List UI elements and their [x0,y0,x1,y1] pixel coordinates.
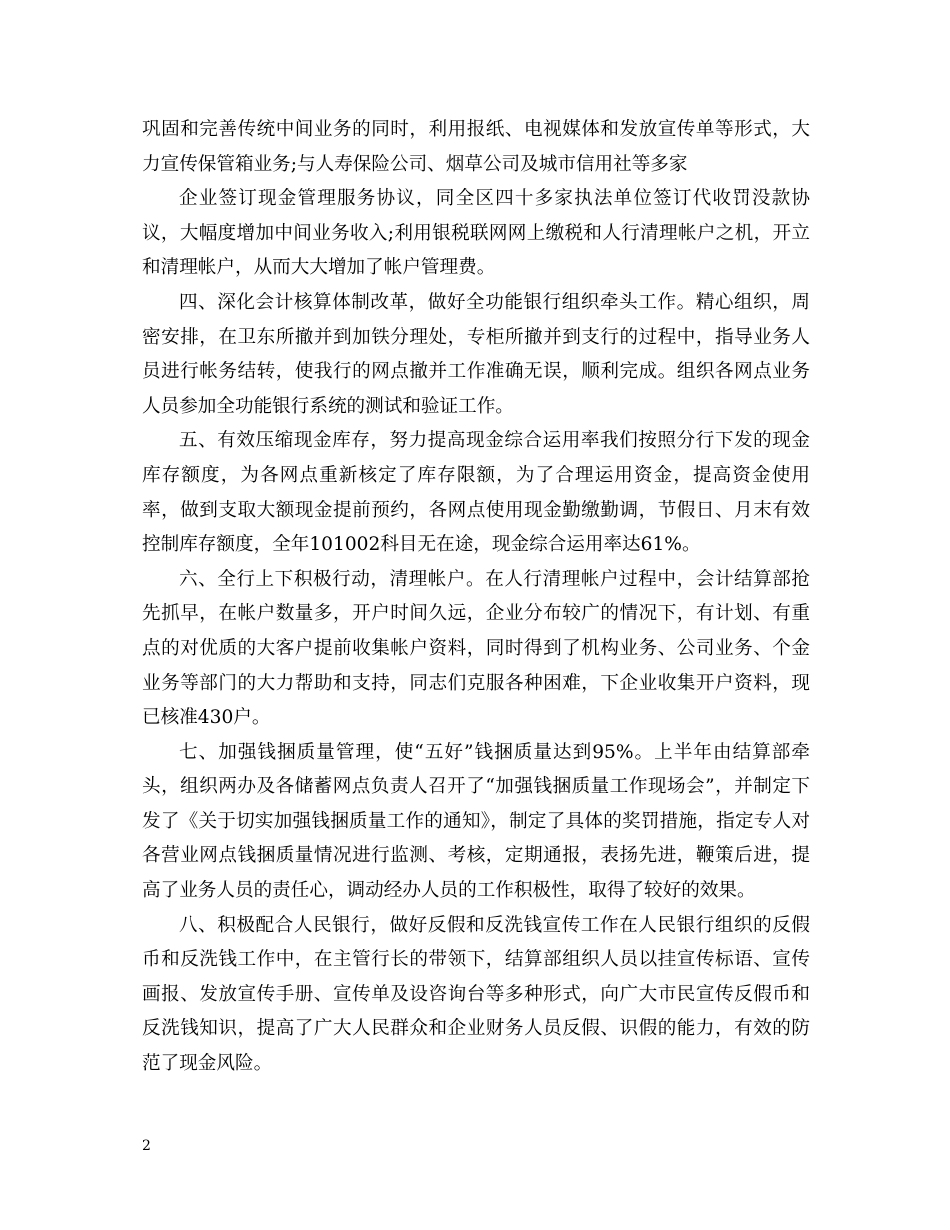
paragraph-2: 企业签订现金管理服务协议，同全区四十多家执法单位签订代收罚没款协议，大幅度增加中间业务收入;利用银税联网网上缴税和人行清理帐户之机，开立和清理帐户，从而大大增加了帐户管理费。 [142,188,810,279]
document-body [142,113,810,1082]
paragraph-3: 四、深化会计核算体制改革，做好全功能银行组织牵头工作。精心组织，周密安排，在卫东所撤并到加铁分理处，专柜所撤并到支行的过程中，指导业务人员进行帐务结转，使我行的网点撤并工作准确无误，顺利完成。组织各网点业务人员参加全功能银行系统的测试和验证工作。 [142,291,810,417]
paragraph-1: 巩固和完善传统中间业务的同时，利用报纸、电视媒体和发放宣传单等形式，大力宣传保管箱业务;与人寿保险公司、烟草公司及城市信用社等多家 [142,119,810,175]
paragraph-7: 八、积极配合人民银行，做好反假和反洗钱宣传工作在人民银行组织的反假币和反洗钱工作中，在主管行长的带领下，结算部组织人员以挂宣传标语、宣传画报、发放宣传手册、宣传单及设咨询台等多种形式，向广大市民宣传反假币和反洗钱知识，提高了广大人民群众和企业财务人员反假、识假的能力，有效的防范了现金风险。 [142,914,810,1075]
paragraph-6: 七、加强钱捆质量管理，使“五好”钱捆质量达到95%。上半年由结算部牵头，组织两办及各储蓄网点负责人召开了“加强钱捆质量工作现场会”，并制定下发了《关于切实加强钱捆质量工作的通知》，制定了具体的奖罚措施，指定专人对各营业网点钱捆质量情况进行监测、考核，定期通报，表扬先进，鞭策后进，提高了业务人员的责任心，调动经办人员的工作积极性，取得了较好的效果。 [142,741,810,902]
page-number: 2 [142,1138,151,1154]
paragraph-5: 六、全行上下积极行动，清理帐户。在人行清理帐户过程中，会计结算部抢先抓早，在帐户数量多，开户时间久远，企业分布较广的情况下，有计划、有重点的对优质的大客户提前收集帐户资料，同时得到了机构业务、公司业务、个金业务等部门的大力帮助和支持，同志们克服各种困难，下企业收集开户资料，现已核准430户。 [142,568,810,729]
paragraph-4: 五、有效压缩现金库存，努力提高现金综合运用率我们按照分行下发的现金库存额度，为各网点重新核定了库存限额，为了合理运用资金，提高资金使用率，做到支取大额现金提前预约，各网点使用现金勤缴勤调，节假日、月末有效控制库存额度，全年101002科目无在途，现金综合运用率达61%。 [142,430,810,556]
